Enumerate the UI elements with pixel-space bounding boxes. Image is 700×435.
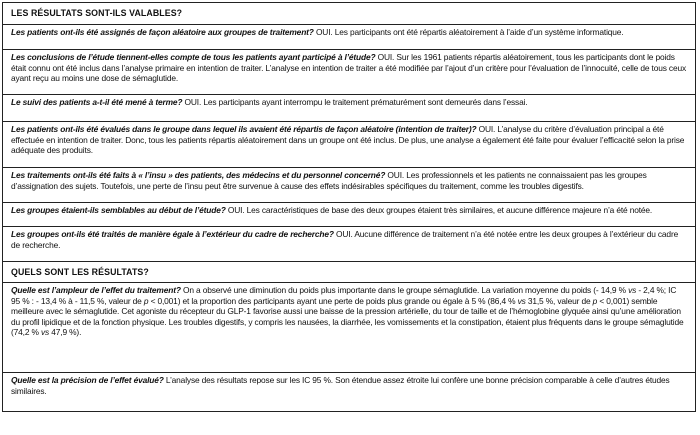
section-header-validity (3, 3, 695, 24)
answer-text: On a observé une diminution du poids plus importante dans le groupe sémaglutide. La variation moyenne du poids (- 14,9 % vs - 2,4 %; IC 95 % : - 13,4 % à - 11,5 %, valeur de p < 0,001) et la proportion des participants ayant une perte de poids plus grande ou égale à 5 % (86,4 % vs 31,5 %, valeur de p < 0,001) semble meilleure avec le sémaglutide. Cet agoniste du récepteur du GLP-1 favorise aussi une baisse de la pression artérielle, du tour de taille et de l’hémoglobine glyquée ainsi qu’une amélioration du profil lipidique et de la fonction physique. Les troubles digestifs, y compris les nausées, la diarrhée, les vomissements et la constipation, étaient plus fréquents dans le groupe sémaglutide (74,2 % vs 47,9 %). (11, 285, 684, 338)
question-text: Les conclusions de l’étude tiennent-elles compte de tous les patients ayant participé à l’étude? (11, 52, 376, 62)
question-text: Les traitements ont-ils été faits à « l’insu » des patients, des médecins et du personnel concerné? (11, 170, 386, 180)
answer-text: OUI. Aucune différence de traitement n’a été notée entre les deux groupes à l’extérieur du cadre de recherche. (11, 229, 679, 250)
appraisal-row-all-patients (3, 49, 695, 94)
appraisal-row-baseline-groups (3, 202, 695, 226)
question-text: Les groupes ont-ils été traités de manière égale à l’extérieur du cadre de recherche? (11, 229, 334, 239)
section-title: QUELS SONT LES RÉSULTATS? (11, 266, 149, 277)
answer-text: OUI. Sur les 1961 patients répartis aléatoirement, tous les participants dont le poids était connu ont été inclus dans l’analyse primaire en intention de traiter. L’analyse en intention de traiter a été modifiée par l’ajout d’un critère pour l’évaluation de l’innocuité, celle de tous ceux ayant reçu au moins une dose de sémaglutide. (11, 52, 687, 84)
critical-appraisal-table (2, 2, 696, 412)
question-text: Quelle est l’ampleur de l’effet du traitement? (11, 285, 181, 295)
answer-text: OUI. Les participants ont été répartis aléatoirement à l’aide d’un système informatique. (313, 27, 624, 37)
question-text: Les patients ont-ils été évalués dans le groupe dans lequel ils avaient été répartis de façon aléatoire (intention de traiter)? (11, 124, 477, 134)
answer-text: OUI. Les participants ayant interrompu le traitement prématurément sont demeurés dans l’essai. (182, 97, 528, 107)
question-text: Quelle est la précision de l’effet évalué? (11, 375, 164, 385)
appraisal-row-randomization (3, 24, 695, 49)
appraisal-row-blinding (3, 167, 695, 202)
answer-text: OUI. Les professionnels et les patients ne connaissaient pas les groupes d’assignation des sujets. Toutefois, une perte de l’insu peut être survenue à cause des effets indésirables spécifiques du traitement, comme les troubles digestifs. (11, 170, 647, 191)
question-text: Les patients ont-ils été assignés de façon aléatoire aux groupes de traitement? (11, 27, 314, 37)
appraisal-row-equal-treatment (3, 226, 695, 261)
appraisal-row-precision (3, 372, 695, 411)
answer-text: OUI. Les caractéristiques de base des deux groupes étaient très similaires, et aucune différence majeure n’a été notée. (225, 205, 653, 215)
appraisal-row-intention-to-treat (3, 121, 695, 167)
section-header-results (3, 261, 695, 282)
answer-text: L’analyse des résultats repose sur les IC 95 %. Son étendue assez étroite lui confère une bonne précision comparable à celle d’autres études similaires. (11, 375, 670, 396)
answer-text: OUI. L’analyse du critère d’évaluation principal a été effectuée en intention de traiter. Donc, tous les patients répartis aléatoirement dans un groupe ont été inclus. De plus, une analyse a également été faite pour évaluer l’efficacité selon la prise adéquate des produits. (11, 124, 685, 156)
section-title: LES RÉSULTATS SONT-ILS VALABLES? (11, 8, 183, 19)
question-text: Le suivi des patients a-t-il été mené à terme? (11, 97, 183, 107)
appraisal-row-follow-up (3, 94, 695, 121)
appraisal-row-effect-size (3, 282, 695, 372)
question-text: Les groupes étaient-ils semblables au début de l’étude? (11, 205, 226, 215)
